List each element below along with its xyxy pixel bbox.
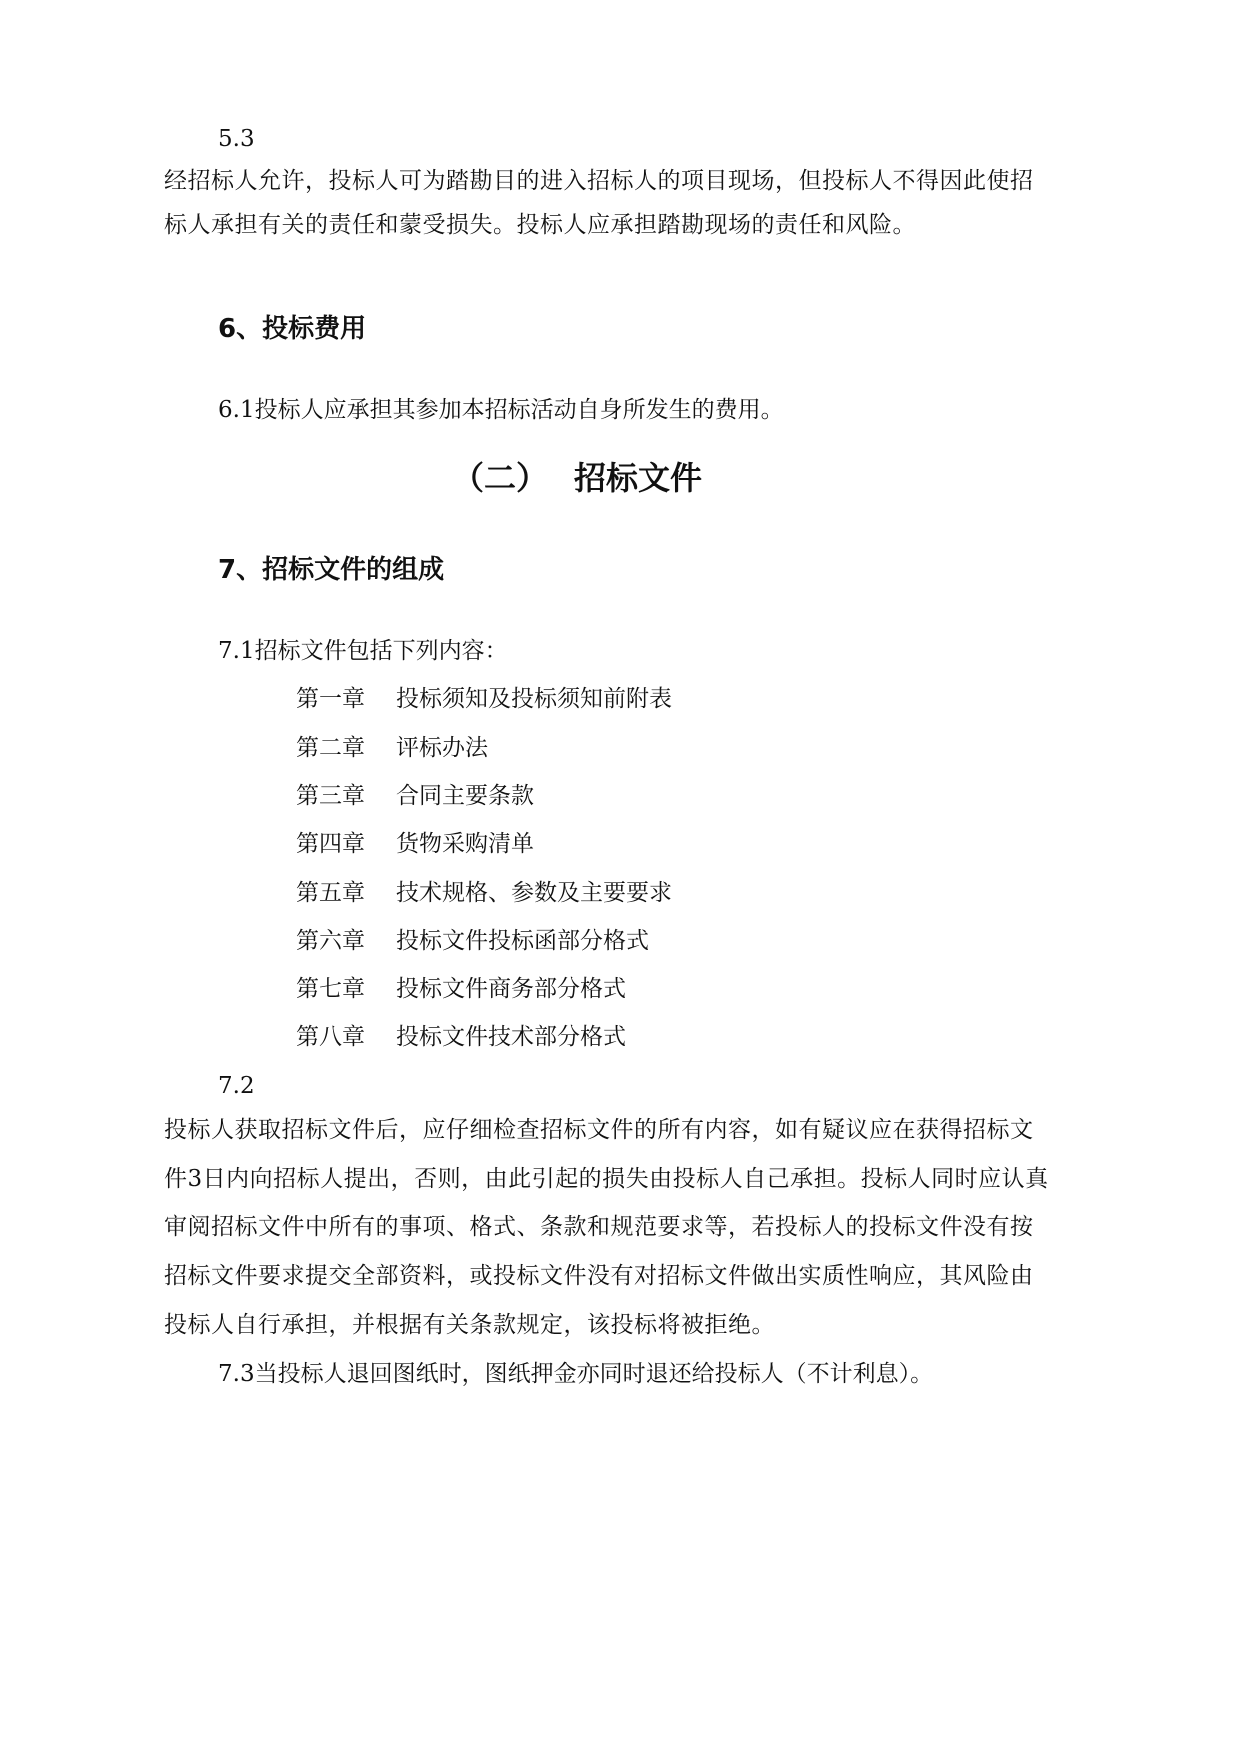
clause-5-3-text-line-1: 经招标人允许，投标人可为踏勘目的进入招标人的项目现场，但投标人不得因此使招 [164, 168, 1034, 194]
chapter-title: 投标须知及投标须知前附表 [396, 686, 672, 712]
chapter-title: 投标文件技术部分格式 [396, 1024, 626, 1050]
clause-7-1-text: 7.1招标文件包括下列内容： [218, 638, 508, 664]
clause-5-3-text-line-2: 标人承担有关的责任和蒙受损失。投标人应承担踏勘现场的责任和风险。 [164, 212, 916, 238]
section-6-heading: 6、投标费用 [218, 314, 367, 344]
clause-7-2-text-line: 投标人自行承担，并根据有关条款规定，该投标将被拒绝。 [164, 1312, 775, 1338]
clause-number-5-3: 5.3 [218, 126, 255, 152]
clause-number-7-2: 7.2 [218, 1073, 255, 1099]
chapter-list-item [296, 878, 672, 908]
chapter-number: 第四章 [296, 831, 365, 857]
part-2-title-number: （二） [452, 459, 549, 497]
chapter-number: 第七章 [296, 976, 365, 1002]
part-2-title-text: 招标文件 [574, 459, 703, 497]
chapter-number: 第六章 [296, 928, 365, 954]
clause-7-2-text-line: 投标人获取招标文件后，应仔细检查招标文件的所有内容，如有疑议应在获得招标文 [164, 1117, 1034, 1143]
part-2-title [452, 458, 702, 498]
chapter-title: 合同主要条款 [396, 783, 534, 809]
chapter-list-item [296, 781, 534, 811]
chapter-title: 技术规格、参数及主要要求 [396, 880, 672, 906]
clause-7-2-text-line: 件3日内向招标人提出，否则，由此引起的损失由投标人自己承担。投标人同时应认真 [164, 1166, 1049, 1192]
clause-7-2-text-line: 审阅招标文件中所有的事项、格式、条款和规范要求等，若投标人的投标文件没有按 [164, 1214, 1034, 1240]
clause-7-2-text-line: 招标文件要求提交全部资料，或投标文件没有对招标文件做出实质性响应，其风险由 [164, 1263, 1034, 1289]
chapter-list-item [296, 1022, 626, 1052]
chapter-number: 第二章 [296, 735, 365, 761]
chapter-number: 第五章 [296, 880, 365, 906]
section-7-heading: 7、招标文件的组成 [218, 555, 445, 585]
chapter-number: 第一章 [296, 686, 365, 712]
chapter-title: 货物采购清单 [396, 831, 534, 857]
chapter-title: 投标文件商务部分格式 [396, 976, 626, 1002]
chapter-list-item [296, 926, 649, 956]
chapter-list-item [296, 684, 672, 714]
chapter-title: 投标文件投标函部分格式 [396, 928, 649, 954]
chapter-list-item [296, 974, 626, 1004]
chapter-title: 评标办法 [396, 735, 488, 761]
chapter-list-item [296, 733, 488, 763]
clause-6-1-text: 6.1投标人应承担其参加本招标活动自身所发生的费用。 [218, 397, 784, 423]
chapter-number: 第八章 [296, 1024, 365, 1050]
chapter-number: 第三章 [296, 783, 365, 809]
clause-7-3-text: 7.3当投标人退回图纸时，图纸押金亦同时退还给投标人（不计利息）。 [218, 1361, 934, 1387]
chapter-list-item [296, 829, 534, 859]
